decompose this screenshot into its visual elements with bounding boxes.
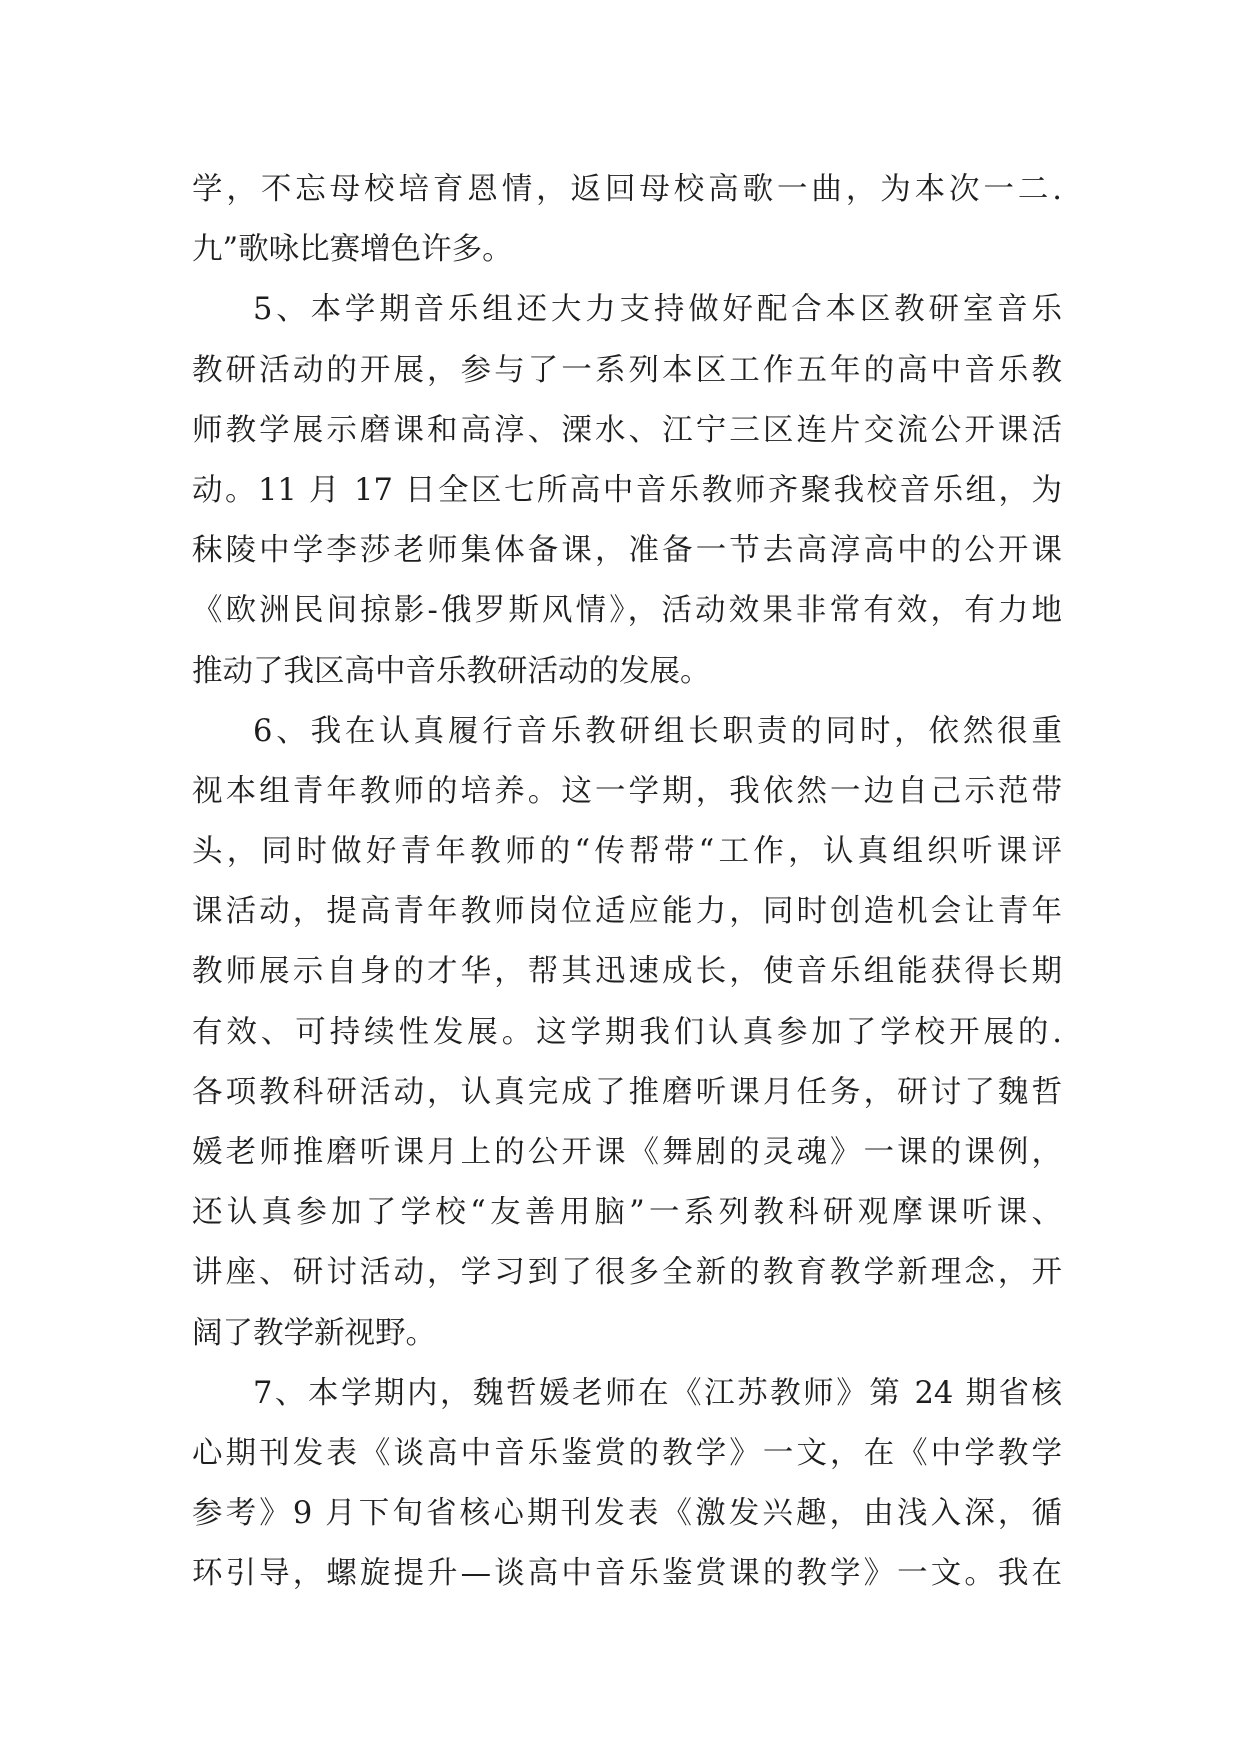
text-line: 讲座、研讨活动，学习到了很多全新的教育教学新理念，开 bbox=[192, 1255, 1062, 1291]
text-line: 5、本学期音乐组还大力支持做好配合本区教研室音乐 bbox=[253, 292, 1062, 328]
text-line: 6、我在认真履行音乐教研组长职责的同时，依然很重 bbox=[253, 713, 1062, 749]
text-line: 7、本学期内，魏哲媛老师在《江苏教师》第 24 期省核 bbox=[253, 1375, 1062, 1411]
text-line: 学，不忘母校培育恩情，返回母校高歌一曲，为本次一二. bbox=[192, 172, 1062, 207]
text-line: 有效、可持续性发展。这学期我们认真参加了学校开展的. bbox=[192, 1014, 1062, 1050]
text-line: 视本组青年教师的培养。这一学期，我依然一边自己示范带 bbox=[192, 773, 1062, 809]
text-line: 推动了我区高中音乐教研活动的发展。 bbox=[192, 653, 711, 689]
text-line: 课活动，提高青年教师岗位适应能力，同时创造机会让青年 bbox=[192, 894, 1062, 930]
text-line: 还认真参加了学校“友善用脑”一系列教科研观摩课听课、 bbox=[192, 1195, 1062, 1231]
text-line: 心期刊发表《谈高中音乐鉴赏的教学》一文，在《中学教学 bbox=[192, 1435, 1062, 1471]
text-line: 秣陵中学李莎老师集体备课，准备一节去高淳高中的公开课 bbox=[192, 533, 1062, 569]
text-line: 阔了教学新视野。 bbox=[192, 1315, 436, 1351]
text-line: 媛老师推磨听课月上的公开课《舞剧的灵魂》一课的课例， bbox=[192, 1135, 1062, 1170]
text-line: 动。11 月 17 日全区七所高中音乐教师齐聚我校音乐组，为 bbox=[192, 472, 1062, 508]
text-line: 教研活动的开展，参与了一系列本区工作五年的高中音乐教 bbox=[192, 352, 1062, 388]
text-line: 《欧洲民间掠影-俄罗斯风情》，活动效果非常有效，有力地 bbox=[192, 593, 1062, 629]
text-line: 九”歌咏比赛增色许多。 bbox=[192, 232, 513, 268]
body-text bbox=[192, 160, 1062, 1605]
text-line: 参考》9 月下旬省核心期刊发表《激发兴趣，由浅入深，循 bbox=[192, 1496, 1062, 1532]
text-line: 师教学展示磨课和高淳、溧水、江宁三区连片交流公开课活 bbox=[192, 412, 1062, 448]
text-line: 环引导，螺旋提升—谈高中音乐鉴赏课的教学》一文。我在 bbox=[192, 1556, 1062, 1592]
text-line: 各项教科研活动，认真完成了推磨听课月任务，研讨了魏哲 bbox=[192, 1074, 1062, 1110]
text-line: 头，同时做好青年教师的“传帮带“工作，认真组织听课评 bbox=[192, 834, 1062, 870]
text-line: 教师展示自身的才华，帮其迅速成长，使音乐组能获得长期 bbox=[192, 954, 1062, 990]
